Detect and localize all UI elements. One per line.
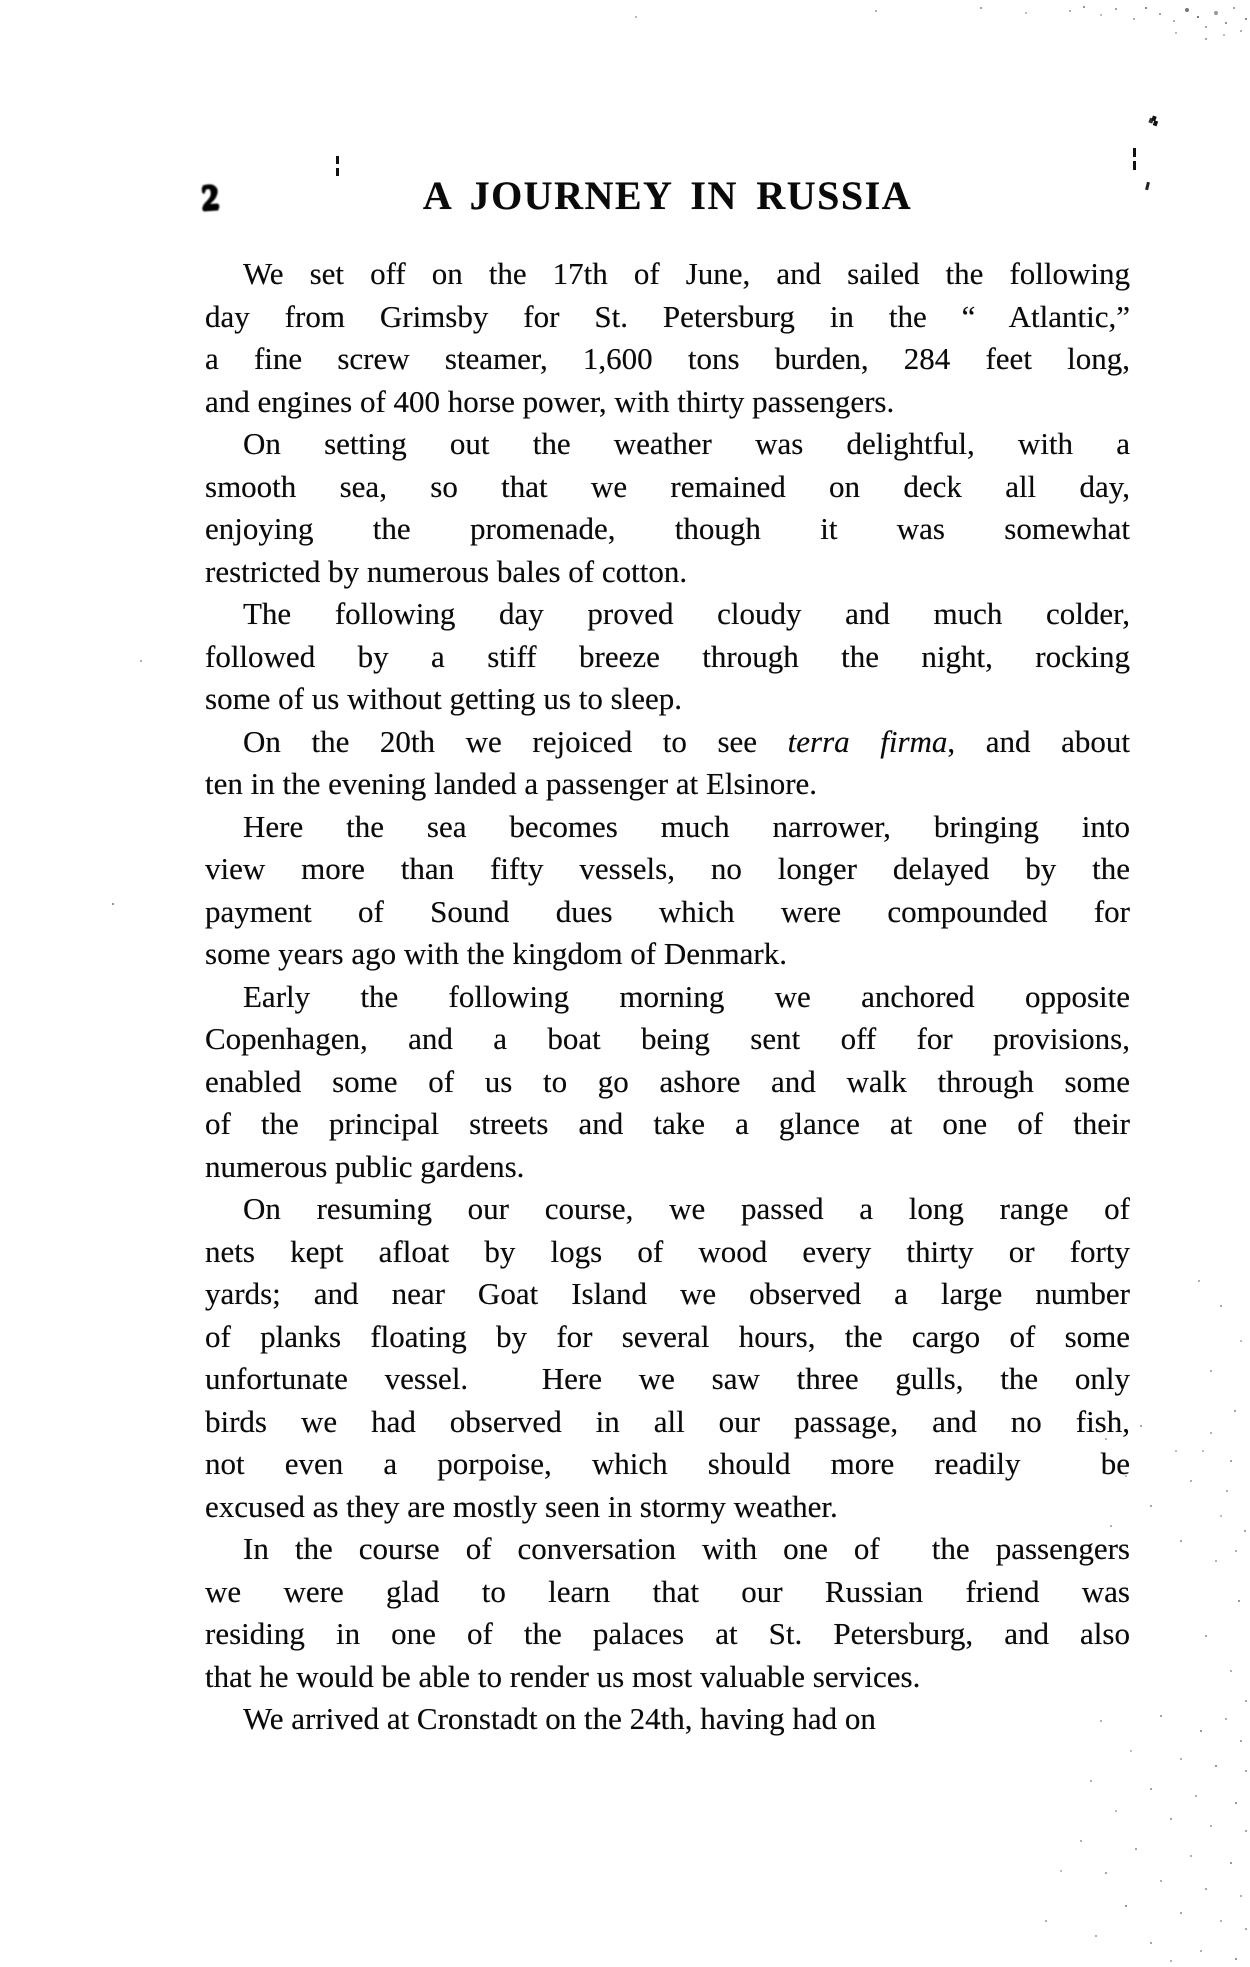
scan-mark-exclamation: [1133, 148, 1136, 157]
page-text: [205, 253, 1130, 1741]
text-line: ten in the evening landed a passenger at Elsinore.: [205, 766, 818, 801]
text-line: On setting out the weather was delightful, with a: [243, 426, 1130, 461]
text-line: restricted by numerous bales of cotton.: [205, 553, 688, 589]
text-line: Here the sea becomes much narrower, bringing into: [243, 808, 1130, 844]
scan-noise-mid-right: [1080, 1420, 1082, 1422]
text-line: On resuming our course, we passed a long range of: [243, 1191, 1130, 1226]
text-line: smooth sea, so that we remained on deck all day,: [205, 468, 1130, 504]
text-line: nets kept afloat by logs of wood every thirty or forty: [205, 1233, 1130, 1269]
text-line: view more than fifty vessels, no longer delayed by the: [205, 851, 1130, 886]
text-line: yards; and near Goat Island we observed a large number: [205, 1276, 1130, 1311]
text-line: a fine screw steamer, 1,600 tons burden, 284 feet long,: [205, 341, 1130, 376]
text-line: residing in one of the palaces at St. Petersburg, and also: [205, 1616, 1130, 1651]
text-line: numerous public gardens.: [205, 1148, 525, 1184]
text-line: We arrived at Cronstadt on the 24th, having had on: [243, 1701, 876, 1736]
scan-noise-top-right: [1055, 4, 1057, 6]
scan-stray-dot: [112, 903, 114, 905]
text-line: payment of Sound dues which were compounded for: [205, 893, 1130, 929]
text-line: On the 20th we rejoiced to see terra firma, and about: [243, 723, 1130, 759]
text-line: In the course of conversation with one of the passengers: [243, 1531, 1130, 1566]
text-line: of the principal streets and take a glance at one of their: [205, 1106, 1130, 1141]
scan-stray-dot: [140, 660, 142, 662]
text-line: some years ago with the kingdom of Denmark.: [205, 936, 787, 971]
scan-noise-bottom-right: [1040, 1710, 1042, 1712]
text-line: We set off on the 17th of June, and sailed the following: [243, 256, 1130, 291]
text-line: of planks floating by for several hours, the cargo of some: [205, 1318, 1130, 1354]
text-line: enabled some of us to go ashore and walk through some: [205, 1063, 1130, 1099]
text-line: not even a porpoise, which should more readily be: [205, 1446, 1130, 1481]
text-line: unfortunate vessel. Here we saw three gulls, the only: [205, 1361, 1130, 1396]
text-line: excused as they are mostly seen in stormy weather.: [205, 1488, 838, 1524]
page-number: 2: [199, 175, 221, 217]
text-line: birds we had observed in all our passage, and no fish,: [205, 1403, 1130, 1439]
text-line: The following day proved cloudy and much colder,: [243, 596, 1130, 631]
text-line: Early the following morning we anchored opposite: [243, 978, 1130, 1014]
running-head-title: A JOURNEY IN RUSSIA: [422, 173, 913, 218]
scan-noise-right-edge: [1190, 1260, 1192, 1262]
text-line: some of us without getting us to sleep.: [205, 681, 683, 716]
text-line: and engines of 400 horse power, with thirty passengers.: [205, 383, 895, 419]
text-line: that he would be able to render us most valuable services.: [205, 1658, 921, 1694]
scan-mark-tick: [1145, 182, 1150, 190]
text-line: day from Grimsby for St. Petersburg in the “ Atlantic,”: [205, 298, 1130, 334]
text-line: Copenhagen, and a boat being sent off for provisions,: [205, 1021, 1130, 1056]
scan-mark-asterisk: [1151, 115, 1156, 121]
text-line: we were glad to learn that our Russian friend was: [205, 1573, 1130, 1609]
scan-mark-colon: [336, 156, 339, 164]
text-line: enjoying the promenade, though it was somewhat: [205, 511, 1130, 546]
text-line: followed by a stiff breeze through the night, rocking: [205, 638, 1130, 674]
